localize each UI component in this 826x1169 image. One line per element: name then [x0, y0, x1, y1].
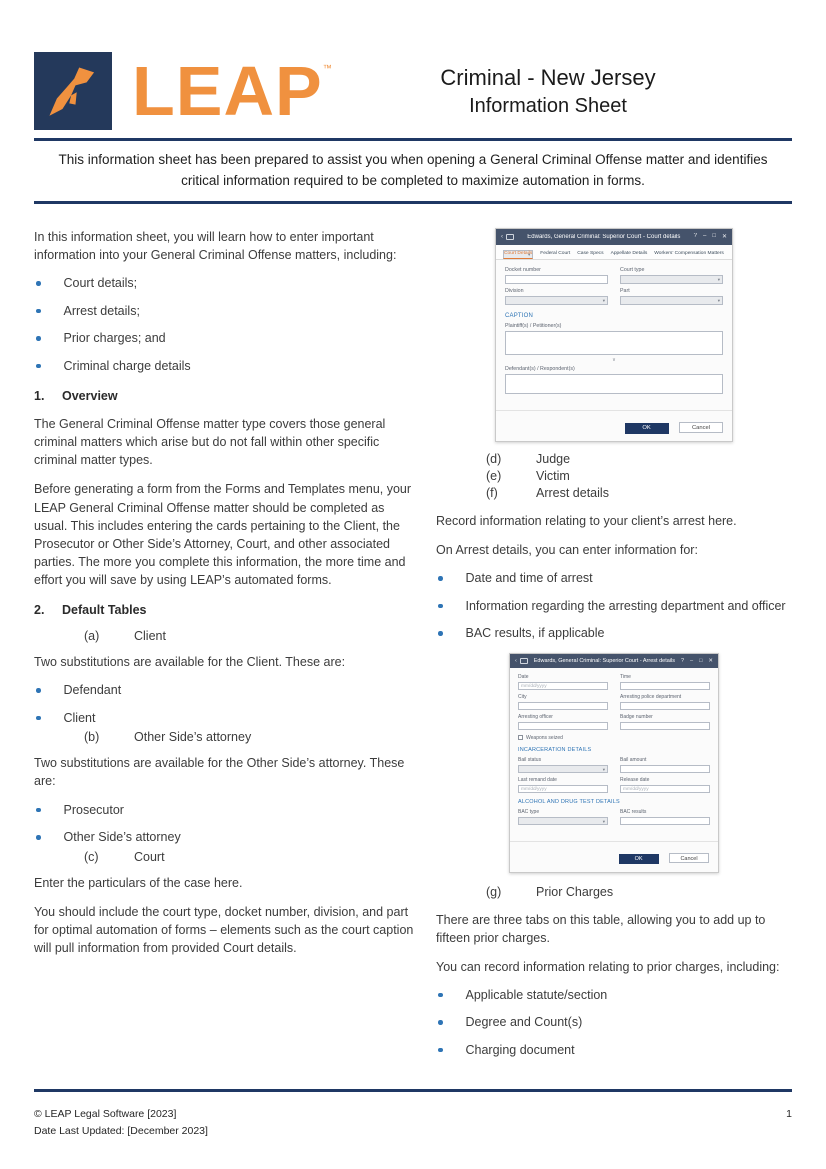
time-label: Time: [620, 673, 631, 680]
bac-type-select: [518, 817, 608, 825]
minimize-icon: –: [690, 657, 694, 664]
list-item: Applicable statute/section: [436, 987, 792, 1005]
list-item: Client: [34, 710, 420, 728]
bac-results-label: BAC results: [620, 808, 647, 815]
list-item: Defendant: [34, 682, 420, 700]
division-label: Division: [505, 287, 524, 294]
bac-results-input: [620, 817, 710, 825]
city-label: City: [518, 693, 527, 700]
part-label: Part: [620, 287, 630, 294]
subitem-g-prior-charges: (g) Prior Charges: [486, 884, 614, 899]
content-columns: [34, 228, 792, 1070]
arresting-department-input: [620, 702, 710, 710]
back-icon: ‹: [501, 233, 503, 240]
list-item: Other Side’s attorney: [34, 829, 420, 847]
divider-top: [34, 138, 792, 141]
document-header: [34, 0, 792, 130]
list-item: Prior charges; and: [34, 330, 420, 348]
paragraph: Enter the particulars of the case here.: [34, 875, 243, 890]
title-line-2: Information Sheet: [469, 94, 627, 117]
minimize-icon: –: [703, 233, 707, 240]
close-icon: ✕: [721, 234, 727, 241]
page-number: 1: [786, 1108, 792, 1121]
plaintiff-textarea: [505, 331, 723, 355]
paragraph: Two substitutions are available for the Client. These are:: [34, 655, 346, 670]
leap-logo-wordmark: [132, 51, 333, 130]
leap-logo: [34, 52, 364, 130]
bail-status-label: Bail status: [518, 756, 542, 763]
weapons-seized-label: Weapons seized: [526, 734, 563, 741]
bac-type-label: BAC type: [518, 808, 540, 815]
tab-workers-compensation: Workers’ Compensation Matters: [654, 250, 724, 256]
maximize-icon: □: [712, 233, 716, 240]
docket-number-input: [505, 275, 608, 284]
ok-button: OK: [619, 854, 659, 864]
court-type-label: Court type: [620, 266, 645, 273]
arresting-department-label: Arresting police department: [620, 693, 682, 700]
division-select: [505, 296, 608, 305]
tab-case-specs: Case Specs: [577, 250, 604, 256]
tab-appellate-details: Appellate Details: [610, 250, 648, 256]
incarceration-section-header: INCARCERATION DETAILS: [518, 746, 592, 753]
copyright-text: © LEAP Legal Software [2023]: [34, 1108, 177, 1121]
back-icon: ‹: [515, 657, 517, 664]
subitem-d-judge: (d) Judge: [486, 451, 571, 466]
title-line-1: Criminal - New Jersey: [440, 65, 656, 91]
logo-text: LEAP: [132, 51, 323, 130]
arresting-officer-input: [518, 722, 608, 730]
subitem-e-victim: (e) Victim: [486, 468, 570, 483]
last-updated-text: Date Last Updated: [December 2023]: [34, 1124, 208, 1137]
plaintiff-label: Plaintiff(s) / Petitioner(s): [505, 322, 562, 329]
alcohol-drug-section-header: ALCOHOL AND DRUG TEST DETAILS: [518, 798, 620, 805]
date-label: Date: [518, 673, 529, 680]
dialog-tab-bar: [496, 245, 732, 260]
card-icon: [506, 234, 514, 240]
divider-intro-bottom: [34, 201, 792, 204]
arrest-details-dialog-screenshot: [509, 653, 719, 873]
paragraph: Two substitutions are available for the Other Side’s attorney. These are:: [34, 756, 405, 789]
time-input: [620, 682, 710, 690]
docket-number-label: Docket number: [505, 266, 541, 273]
cancel-button: Cancel: [669, 853, 709, 863]
help-icon: ?: [680, 657, 684, 664]
bail-status-select: [518, 765, 608, 773]
dialog-title: Edwards, General Criminal: Superior Court - Arrest details: [533, 657, 675, 664]
dialog-titlebar: [496, 229, 732, 245]
list-item: BAC results, if applicable: [436, 625, 792, 643]
defendant-label: Defendant(s) / Respondent(s): [505, 365, 575, 372]
paragraph: On Arrest details, you can enter information for:: [436, 542, 698, 557]
weapons-seized-checkbox-row: [518, 735, 710, 741]
badge-number-label: Badge number: [620, 713, 653, 720]
caption-section-header: CAPTION: [505, 312, 534, 319]
bail-amount-label: Bail amount: [620, 756, 647, 763]
paragraph: In this information sheet, you will learn how to enter important information into your General Criminal Offense matters, including:: [34, 229, 397, 262]
dialog-titlebar: [510, 654, 718, 668]
court-type-select: [620, 275, 723, 284]
last-remand-date-label: Last remand date: [518, 776, 557, 783]
leap-logo-icon: [34, 52, 112, 130]
intro-paragraph: This information sheet has been prepared to assist you when opening a General Criminal Offense matter and identifies critical information required to be completed to maximize automation in forms.: [58, 152, 768, 188]
paragraph: Record information relating to your client’s arrest here.: [436, 513, 737, 528]
paragraph: Before generating a form from the Forms and Templates menu, your LEAP General Criminal Offense matter should be completed as usual. This includes entering the cards pertaining to the Client, the Prosecutor or Other Side’s Attorney, Court, and other associated parties. The more you complete this information, the more time and effort you will save by using LEAP’s automated forms.: [34, 482, 412, 588]
subitem-c-court: (c) Court: [84, 849, 165, 864]
last-remand-date-input: mm/dd/yyyy: [518, 785, 608, 793]
subitem-f-arrest-details: (f) Arrest details: [486, 485, 609, 500]
list-item: Arrest details;: [34, 303, 420, 321]
dialog-button-row: [510, 841, 718, 872]
list-item: Court details;: [34, 275, 420, 293]
cancel-button: Cancel: [679, 422, 723, 433]
help-icon: ?: [693, 233, 697, 240]
paragraph: You can record information relating to prior charges, including:: [436, 959, 780, 974]
ok-button: OK: [625, 423, 669, 434]
paragraph: You should include the court type, docket number, division, and part for optimal automation of forms – elements such as the court caption will pull information from provided Court details.: [34, 904, 414, 955]
list-item: Criminal charge details: [34, 358, 420, 376]
close-icon: ✕: [708, 657, 713, 664]
court-details-dialog-screenshot: [495, 228, 733, 442]
right-column: [436, 228, 792, 1070]
subitem-b-other-side-attorney: (b) Other Side’s attorney: [84, 730, 252, 745]
trademark-symbol: ™: [322, 62, 333, 73]
heading-default-tables: 2. Default Tables: [34, 603, 147, 618]
list-item: Charging document: [436, 1042, 792, 1060]
tab-federal-court: Federal Court: [540, 250, 571, 256]
left-column: [34, 228, 420, 1070]
release-date-label: Release date: [620, 776, 650, 783]
bail-amount-input: [620, 765, 710, 773]
dialog-title: Edwards, General Criminal: Superior Court - Court details: [527, 233, 681, 240]
badge-number-input: [620, 722, 710, 730]
dialog-button-row: [496, 410, 732, 441]
list-item: Degree and Count(s): [436, 1014, 792, 1032]
heading-overview: 1. Overview: [34, 389, 118, 404]
list-item: Date and time of arrest: [436, 570, 792, 588]
defendant-textarea: [505, 374, 723, 394]
list-item: Prosecutor: [34, 802, 420, 820]
collapse-chevron-icon: ∨: [612, 356, 616, 363]
document-title: [364, 63, 792, 119]
part-select: [620, 296, 723, 305]
arresting-officer-label: Arresting officer: [518, 713, 553, 720]
subitem-a-client: (a) Client: [84, 629, 166, 644]
tab-court-details: Court Details ▾: [503, 250, 533, 259]
maximize-icon: □: [699, 657, 703, 664]
paragraph: The General Criminal Offense matter type covers those general criminal matters which arise but do not fall within other specific criminal matter types.: [34, 417, 386, 468]
card-icon: [520, 658, 528, 664]
footer-left: [34, 1106, 208, 1139]
date-input: mm/dd/yyyy: [518, 682, 608, 690]
checkbox-icon: [518, 735, 523, 740]
document-footer: [34, 1089, 792, 1139]
city-input: [518, 702, 608, 710]
release-date-input: mm/dd/yyyy: [620, 785, 710, 793]
list-item: Information regarding the arresting department and officer: [436, 598, 792, 616]
paragraph: There are three tabs on this table, allowing you to add up to fifteen prior charges.: [436, 912, 766, 945]
kangaroo-icon: [42, 60, 104, 122]
